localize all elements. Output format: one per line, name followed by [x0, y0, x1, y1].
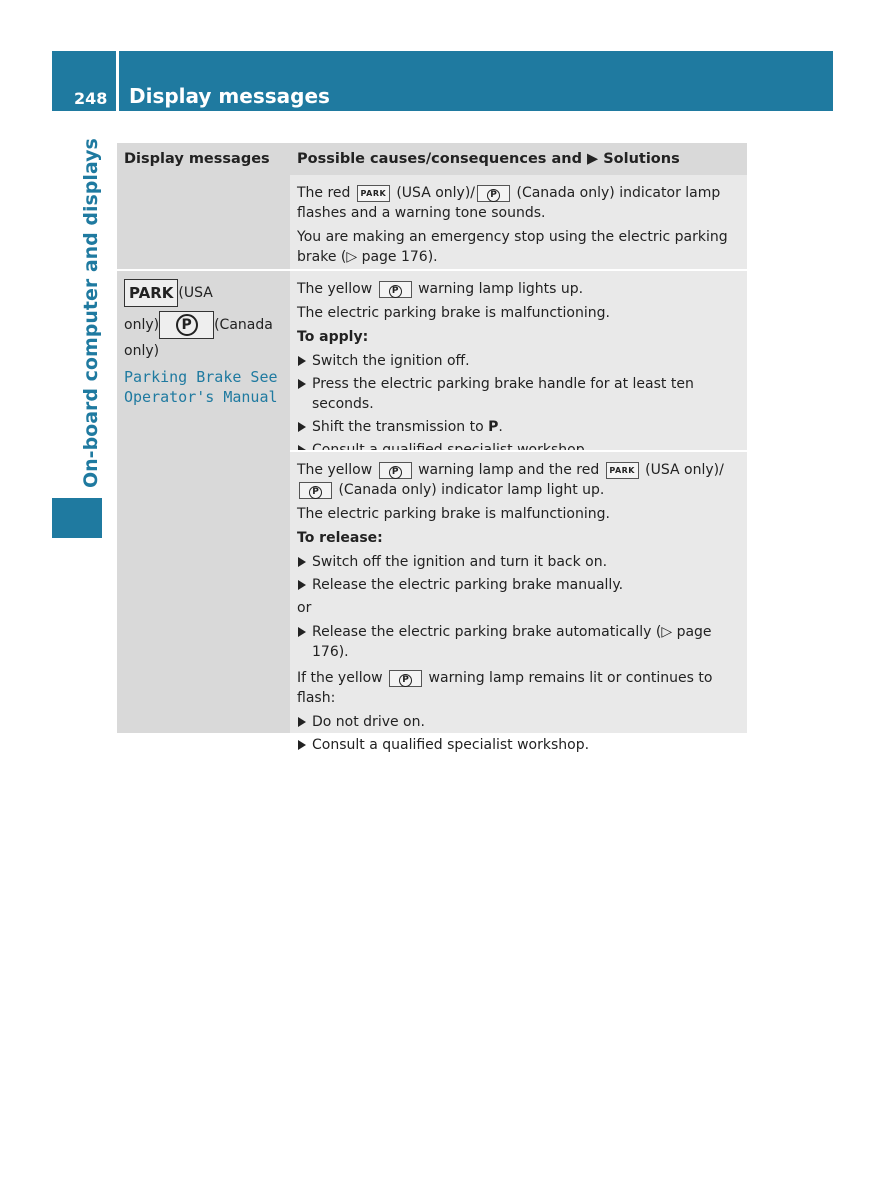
page-number: 248: [74, 89, 108, 108]
or-text: or: [297, 600, 312, 616]
text: The red: [297, 185, 351, 201]
list-item: Release the electric parking brake automatically (▷ page 176).: [297, 622, 741, 662]
list-item: Switch the ignition off.: [297, 351, 741, 371]
text: warning lamp lights up.: [418, 281, 584, 297]
text: (USA only)/: [645, 462, 724, 478]
parking-brake-symbol: P: [389, 285, 402, 298]
row3-para1: [297, 460, 741, 500]
text: .: [498, 419, 503, 435]
row2-right-cell: [290, 271, 747, 451]
col-header-causes-solutions: Possible causes/consequences and ▶ Solutions: [297, 151, 680, 167]
park-line: [124, 279, 290, 307]
parking-brake-icon: [299, 482, 332, 499]
parking-brake-symbol: P: [309, 486, 322, 499]
row2-para1: [297, 279, 741, 299]
list-item: Release the electric parking brake manually.: [297, 575, 741, 595]
row2-para2: The electric parking brake is malfunctioning.: [297, 305, 610, 321]
display-text-line1: Parking Brake See: [124, 368, 278, 386]
to-release-heading: To release:: [297, 530, 383, 546]
text: (Canada only) indicator lamp light up.: [338, 482, 605, 498]
parking-brake-icon: [477, 185, 510, 202]
gear-p: P: [488, 419, 499, 435]
list-item: Consult a qualified specialist workshop.: [297, 735, 741, 755]
parking-brake-symbol: P: [399, 674, 412, 687]
list-item: Do not drive on.: [297, 712, 741, 732]
row1-para2: You are making an emergency stop using the electric parking brake (▷ page 176).: [297, 229, 728, 265]
side-tab-marker: [52, 498, 102, 538]
parking-brake-icon: [379, 462, 412, 479]
text: If the yellow: [297, 670, 383, 686]
header-bar: [52, 51, 833, 111]
to-apply-heading: To apply:: [297, 329, 369, 345]
only-line: only): [124, 343, 160, 359]
list-item: [297, 417, 741, 437]
text: warning lamp remains lit or continues to flash:: [297, 670, 713, 706]
list-item: Press the electric parking brake handle for at least ten seconds.: [297, 374, 741, 414]
park-icon: PARK: [357, 185, 390, 202]
text: (USA only)/: [396, 185, 476, 201]
row1-right-cell: [290, 175, 747, 270]
parking-brake-symbol: P: [176, 314, 198, 336]
text: (Canada only) indicator lamp flashes and a warning tone sounds.: [297, 185, 721, 221]
table-header-row: [117, 143, 747, 175]
parking-brake-symbol: P: [389, 466, 402, 479]
row3-right-cell: [290, 452, 747, 753]
text: (Canada: [214, 317, 273, 333]
display-messages-table: [117, 143, 747, 753]
text: Shift the transmission to: [312, 419, 489, 435]
parking-brake-display-icon: [159, 311, 214, 339]
park-icon: PARK: [606, 462, 639, 479]
row1-left-cell: [117, 175, 290, 270]
row3-para3: [297, 668, 741, 708]
section-title: Display messages: [129, 84, 330, 108]
row3-para2: The electric parking brake is malfunctioning.: [297, 506, 610, 522]
side-tab-label: On-board computer and displays: [80, 138, 102, 488]
text: (USA: [178, 285, 213, 301]
display-message-content: [117, 271, 290, 407]
parking-brake-icon: [379, 281, 412, 298]
list-item: Switch off the ignition and turn it back on.: [297, 552, 741, 572]
col-header-display-messages: Display messages: [124, 151, 270, 167]
canada-line: [124, 311, 290, 339]
park-display-icon: PARK: [124, 279, 178, 307]
display-text-line2: Operator's Manual: [124, 388, 278, 406]
parking-brake-symbol: P: [487, 189, 500, 202]
parking-brake-icon: [389, 670, 422, 687]
text: The yellow: [297, 281, 373, 297]
row2-left-cell: [117, 271, 290, 733]
row1-para1: [297, 183, 741, 223]
header-divider: [116, 51, 119, 111]
text: only): [124, 317, 160, 333]
text: The yellow: [297, 462, 373, 478]
text: warning lamp and the red: [418, 462, 600, 478]
